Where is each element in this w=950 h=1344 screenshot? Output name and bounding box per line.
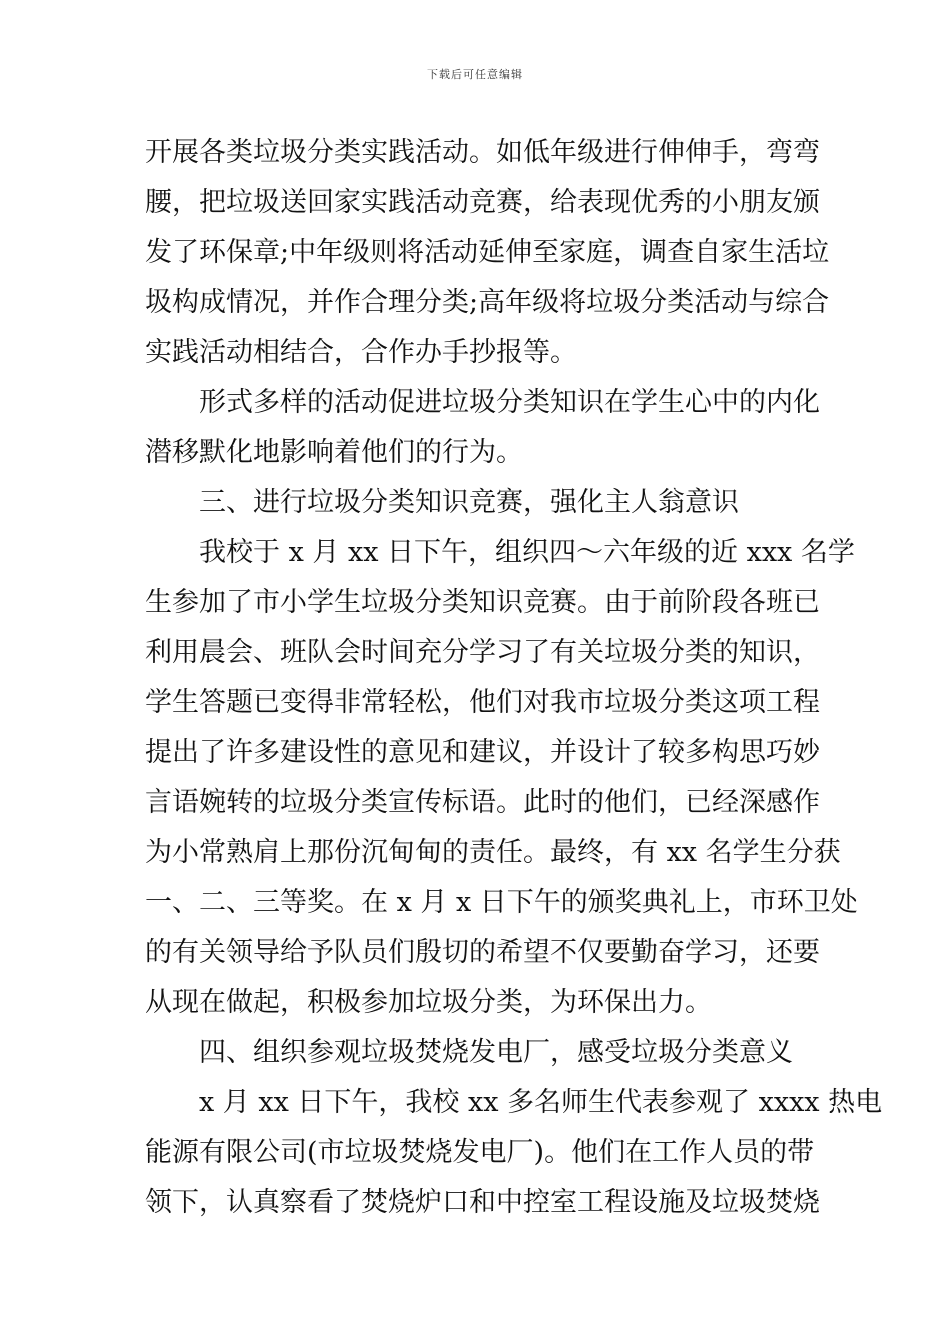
body-line: 言语婉转的垃圾分类宣传标语。此时的他们，已经深感作 xyxy=(145,787,820,818)
body-line: 为小常熟肩上那份沉甸甸的责任。最终，有 xx 名学生分获 xyxy=(145,837,841,868)
body-line: 从现在做起，积极参加垃圾分类，为环保出力。 xyxy=(145,987,712,1018)
body-line: 发了环保章;中年级则将活动延伸至家庭，调查自家生活垃 xyxy=(145,237,830,268)
paragraph-first-line: 形式多样的活动促进垃圾分类知识在学生心中的内化 xyxy=(199,387,820,418)
body-line: 学生答题已变得非常轻松，他们对我市垃圾分类这项工程 xyxy=(145,687,820,718)
document-body xyxy=(145,128,883,1228)
body-line: 领下，认真察看了焚烧炉口和中控室工程设施及垃圾焚烧 xyxy=(145,1187,820,1218)
body-line: 实践活动相结合，合作办手抄报等。 xyxy=(145,337,577,368)
section-heading: 四、组织参观垃圾焚烧发电厂，感受垃圾分类意义 xyxy=(199,1037,793,1068)
body-line: 生参加了市小学生垃圾分类知识竞赛。由于前阶段各班已 xyxy=(145,587,820,618)
body-line: 提出了许多建设性的意见和建议，并设计了较多构思巧妙 xyxy=(145,737,820,768)
paragraph-first-line: x 月 xx 日下午，我校 xx 多名师生代表参观了 xxxx 热电 xyxy=(199,1087,883,1118)
page-header-note: 下载后可任意编辑 xyxy=(427,68,523,81)
body-line: 的有关领导给予队员们殷切的希望不仅要勤奋学习，还要 xyxy=(145,937,820,968)
body-line: 圾构成情况，并作合理分类;高年级将垃圾分类活动与综合 xyxy=(145,287,830,318)
body-line: 能源有限公司(市垃圾焚烧发电厂)。他们在工作人员的带 xyxy=(145,1137,815,1168)
body-line: 开展各类垃圾分类实践活动。如低年级进行伸伸手，弯弯 xyxy=(145,137,820,168)
body-line: 利用晨会、班队会时间充分学习了有关垃圾分类的知识， xyxy=(145,637,820,668)
body-line: 腰，把垃圾送回家实践活动竞赛，给表现优秀的小朋友颁 xyxy=(145,187,820,218)
body-line: 一、二、三等奖。在 x 月 x 日下午的颁奖典礼上，市环卫处 xyxy=(145,887,858,918)
body-line: 潜移默化地影响着他们的行为。 xyxy=(145,437,523,468)
section-heading: 三、进行垃圾分类知识竞赛，强化主人翁意识 xyxy=(199,487,739,518)
paragraph-first-line: 我校于 x 月 xx 日下午，组织四～六年级的近 xxx 名学 xyxy=(199,537,855,568)
